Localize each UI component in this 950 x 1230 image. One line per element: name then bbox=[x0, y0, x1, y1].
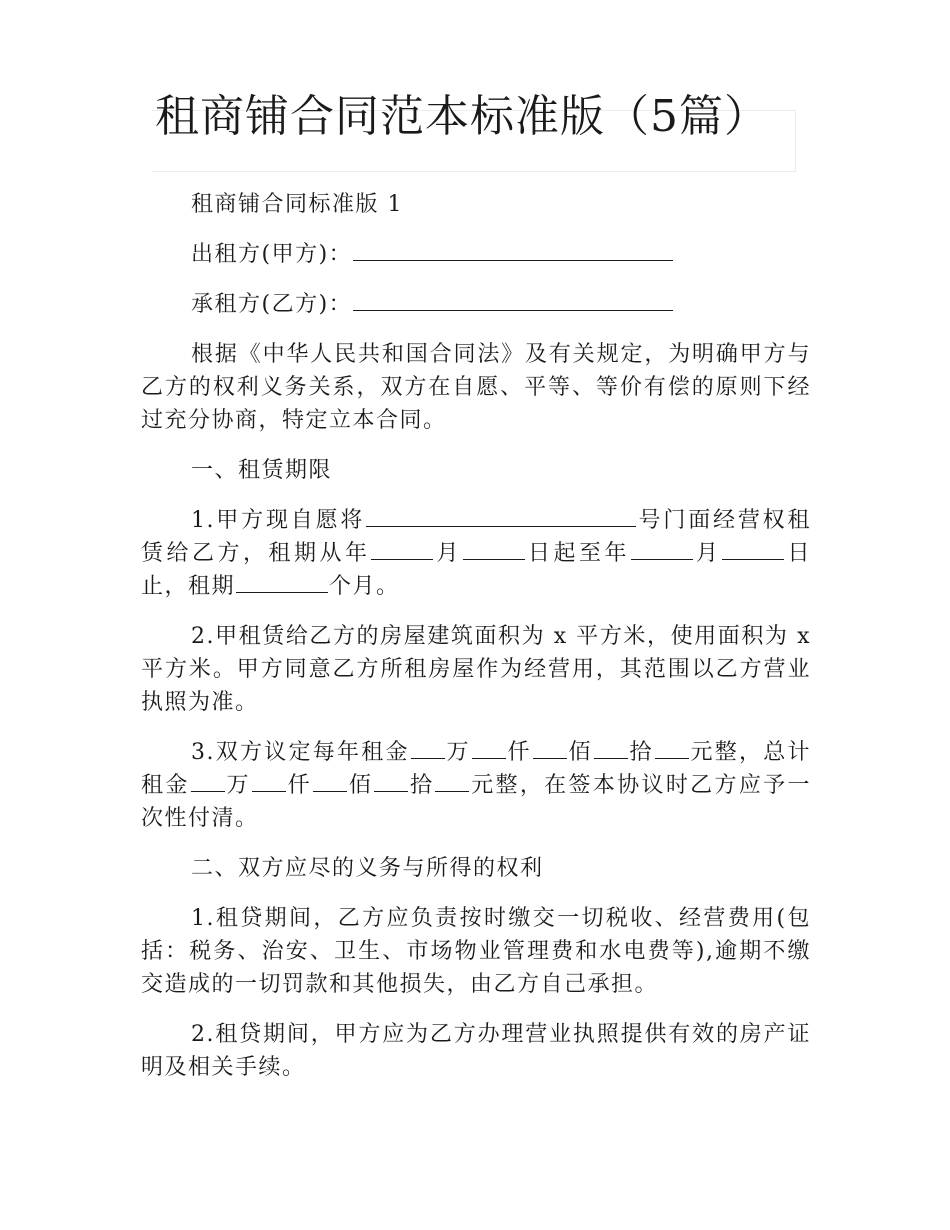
clause-text: 月 bbox=[693, 541, 722, 566]
lessor-line bbox=[141, 238, 811, 271]
fill-blank bbox=[722, 537, 784, 560]
clause-1-1 bbox=[141, 504, 811, 603]
section-heading-1: 一、租赁期限 bbox=[191, 458, 333, 483]
unit-text: 仟 bbox=[506, 740, 532, 765]
unit-text: 拾 bbox=[628, 740, 654, 765]
fill-blank bbox=[472, 736, 506, 759]
unit-text: 拾 bbox=[409, 773, 435, 798]
fill-blank bbox=[631, 537, 693, 560]
clause-text: 个月。 bbox=[329, 574, 400, 599]
fill-blank bbox=[191, 769, 225, 792]
fill-blank bbox=[655, 736, 689, 759]
unit-text: 万 bbox=[445, 740, 471, 765]
clause-text: 日止，租期 bbox=[141, 541, 811, 599]
fill-blank bbox=[236, 570, 328, 593]
fill-blank bbox=[533, 736, 567, 759]
lessee-blank bbox=[353, 288, 673, 311]
clause-text: 日起至年 bbox=[525, 541, 630, 566]
section-heading-2: 二、双方应尽的义务与所得的权利 bbox=[191, 856, 544, 881]
clause-text: 1.甲方现自愿将 bbox=[191, 508, 366, 533]
fill-blank bbox=[313, 769, 347, 792]
contract-subtitle: 租商铺合同标准版 1 bbox=[191, 192, 403, 217]
intro-paragraph: 根据《中华人民共和国合同法》及有关规定，为明确甲方与乙方的权利义务关系，双方在自愿、平等、等价有偿的原则下经过充分协商，特定立本合同。 bbox=[141, 342, 811, 433]
lessee-label: 承租方(乙方)： bbox=[191, 292, 353, 317]
fill-blank bbox=[594, 736, 628, 759]
fill-blank bbox=[371, 537, 433, 560]
unit-text: 万 bbox=[225, 773, 251, 798]
lessor-blank bbox=[353, 238, 673, 261]
clause-2-1: 1.租贷期间，乙方应负责按时缴交一切税收、经营费用(包括：税务、治安、卫生、市场物业管理费和水电费等),逾期不缴交造成的一切罚款和其他损失，由乙方自己承担。 bbox=[141, 906, 811, 997]
unit-text: 仟 bbox=[286, 773, 313, 798]
fill-blank bbox=[252, 769, 286, 792]
fill-blank bbox=[366, 504, 636, 527]
document-title: 租商铺合同范本标准版（5篇） bbox=[155, 91, 769, 142]
unit-text: 佰 bbox=[567, 740, 593, 765]
lessee-line bbox=[141, 288, 811, 321]
unit-text: 元整，总计租金 bbox=[141, 740, 811, 798]
clause-text: 号门面经营权租赁给乙方，租期从年 bbox=[141, 508, 811, 566]
clause-text: 3.双方议定每年租金 bbox=[191, 740, 410, 765]
clause-1-3 bbox=[141, 736, 811, 835]
fill-blank bbox=[463, 537, 525, 560]
fill-blank bbox=[411, 736, 445, 759]
clause-text: 月 bbox=[434, 541, 462, 566]
fill-blank bbox=[435, 769, 469, 792]
document-body bbox=[141, 188, 811, 1101]
fill-blank bbox=[374, 769, 408, 792]
clause-2-2: 2.租贷期间，甲方应为乙方办理营业执照提供有效的房产证明及相关手续。 bbox=[141, 1022, 811, 1080]
unit-text: 佰 bbox=[348, 773, 374, 798]
clause-text: 元整，在签本协议时乙方应予一次性付清。 bbox=[141, 773, 811, 831]
clause-1-2: 2.甲租赁给乙方的房屋建筑面积为 x 平方米，使用面积为 x 平方米。甲方同意乙方所租房屋作为经营用，其范围以乙方营业执照为准。 bbox=[141, 624, 811, 715]
lessor-label: 出租方(甲方)： bbox=[191, 242, 353, 267]
